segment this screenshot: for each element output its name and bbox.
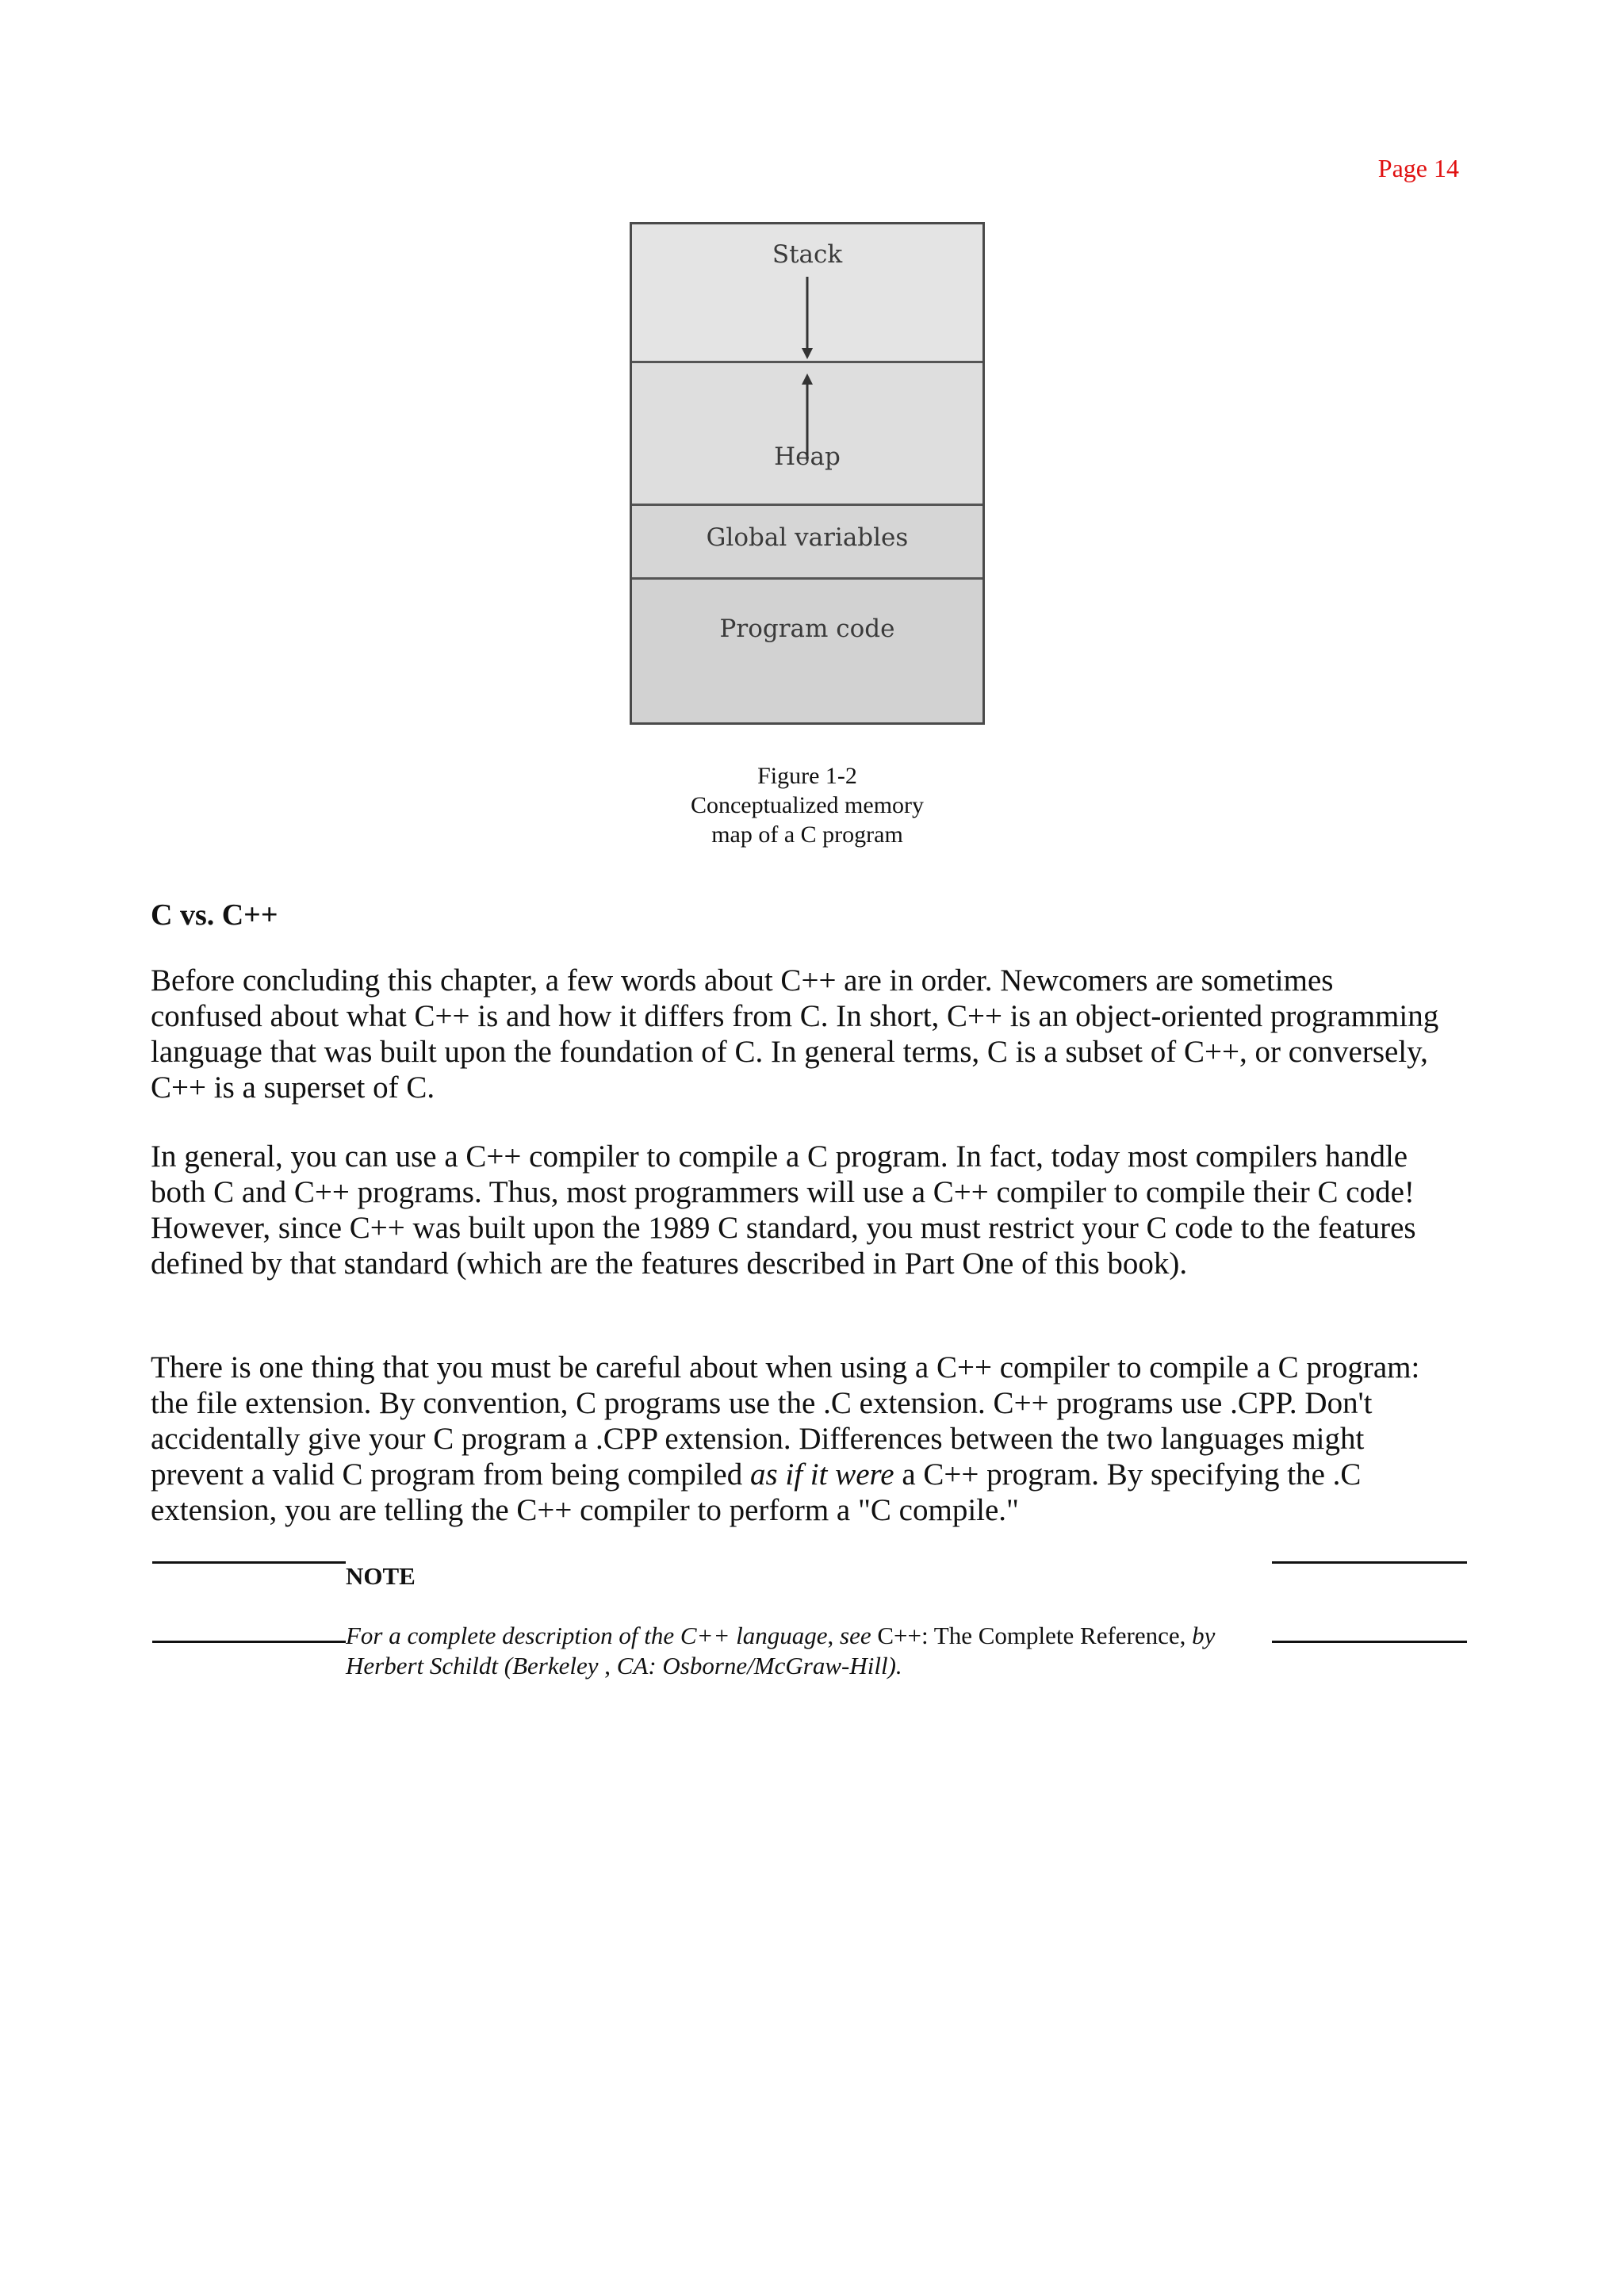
page-number: Page 14 bbox=[1377, 154, 1459, 182]
note-label: NOTE bbox=[346, 1562, 416, 1590]
paragraph-3-start: There is one thing that you must be careful about when using a C++ compiler to compile a C program: the file extension. By convention, C programs use the .C extension. C++ programs use .CPP. Don't accidentally give your C program a .CPP extension. Differences between the two languages might prevent a valid C program from being compiled bbox=[151, 1350, 1420, 1492]
global-variables-label: Global variables bbox=[706, 523, 909, 552]
caption-line-2: Conceptualized memory bbox=[690, 792, 925, 818]
body-paragraph-2: In general, you can use a C++ compiler to compile a C program. In fact, today most compilers handle both C and C++ programs. Thus, most programmers will use a C++ compiler to compile their C code! However, since C++ was built upon the 1989 C standard, you must restrict your C code to the features defined by that standard (which are the features described in Part One of this book). bbox=[151, 1139, 1416, 1281]
stack-down-arrowhead-icon bbox=[802, 348, 813, 359]
note-text bbox=[346, 1621, 1226, 1681]
note-rule-left-top bbox=[152, 1561, 346, 1564]
note-part-2: , bbox=[827, 1622, 840, 1649]
program-code-label: Program code bbox=[719, 615, 895, 643]
heap-label: Heap bbox=[774, 442, 841, 471]
note-rule-right-bottom bbox=[1272, 1641, 1467, 1643]
note-part-7: CA: Osborne/McGraw-Hill). bbox=[616, 1652, 902, 1679]
note-part-5: by Herbert Schildt (Berkeley bbox=[346, 1622, 1216, 1679]
note-rule-right-top bbox=[1272, 1561, 1467, 1564]
section-heading: C vs. C++ bbox=[151, 898, 278, 932]
note-part-6: , bbox=[598, 1652, 617, 1679]
paragraph-3-end: a C++ program. By specifying the .C extension, you are telling the C++ compiler to perform a "C compile." bbox=[151, 1457, 1362, 1527]
figure-caption bbox=[609, 761, 1005, 849]
note-part-1: For a complete description of the C++ language bbox=[346, 1622, 828, 1649]
body-paragraph-1: Before concluding this chapter, a few words about C++ are in order. Newcomers are sometimes confused about what C++ is and how it differs from C. In short, C++ is an object-oriented programming language that was built upon the foundation of C. In general terms, C is a subset of C++, or conversely, C++ is a superset of C. bbox=[151, 963, 1439, 1105]
heap-up-arrowhead-icon bbox=[802, 373, 813, 385]
memory-map-figure bbox=[630, 222, 985, 725]
caption-line-3: map of a C program bbox=[711, 821, 903, 848]
note-rule-left-bottom bbox=[152, 1641, 346, 1643]
paragraph-3-emphasis: as if it were bbox=[749, 1457, 894, 1492]
body-paragraph-3 bbox=[151, 1350, 1451, 1528]
stack-heap-arrows bbox=[632, 224, 982, 722]
note-part-3: see bbox=[840, 1622, 871, 1649]
caption-line-1: Figure 1-2 bbox=[757, 763, 857, 789]
note-part-4: C++: The Complete Reference, bbox=[871, 1622, 1193, 1649]
stack-label: Stack bbox=[772, 240, 843, 269]
